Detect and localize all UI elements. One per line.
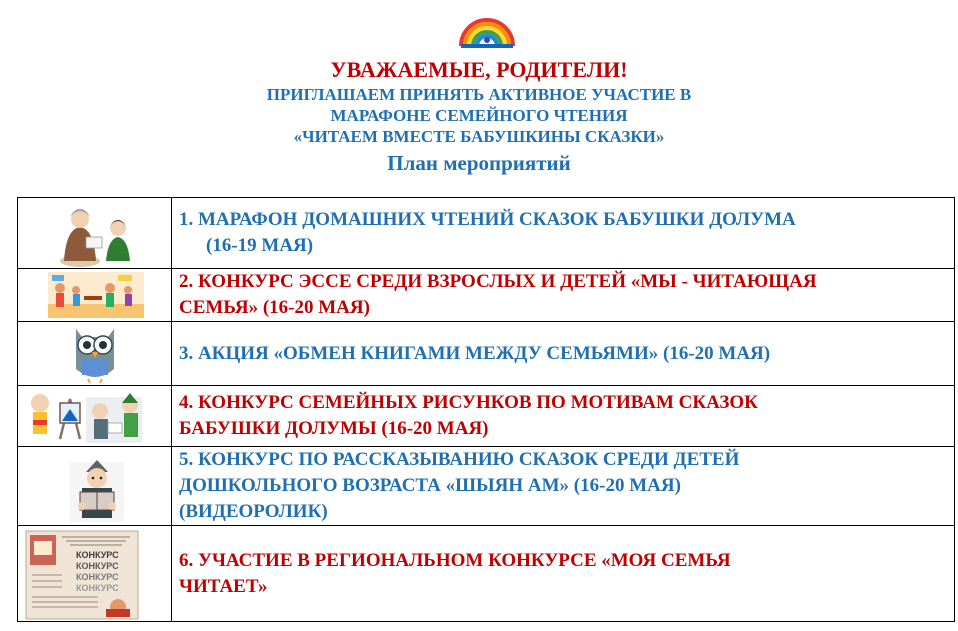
table-row [18, 526, 955, 622]
event-line: 4. КОНКУРС СЕМЕЙНЫХ РИСУНКОВ ПО МОТИВАМ СКАЗОК [179, 392, 758, 413]
greeting-title: УВАЖАЕМЫЕ, РОДИТЕЛИ! [330, 57, 628, 82]
event-line: 2. КОНКУРС ЭССЕ СРЕДИ ВЗРОСЛЫХ И ДЕТЕЙ «МЫ - ЧИТАЮЩАЯ [179, 271, 817, 292]
event-line: БАБУШКИ ДОЛУМЫ (16-20 МАЯ) [179, 418, 489, 439]
child-with-book-icon [18, 448, 171, 524]
table-row [18, 447, 955, 526]
invitation-line: «ЧИТАЕМ ВМЕСТЕ БАБУШКИНЫ СКАЗКИ» [293, 127, 665, 146]
event-text-cell [172, 198, 955, 269]
table-row [18, 198, 955, 269]
event-image-cell [18, 198, 172, 269]
grandmother-reading-icon [18, 199, 171, 268]
children-drawing-icon [18, 387, 171, 446]
family-reading-icon [18, 270, 171, 320]
event-image-cell [18, 269, 172, 322]
event-text-cell [172, 526, 955, 622]
event-line: 1. МАРАФОН ДОМАШНИХ ЧТЕНИЙ СКАЗОК БАБУШКИ ДОЛУМА [179, 209, 796, 230]
event-image-cell [18, 386, 172, 447]
event-image-cell [18, 526, 172, 622]
poster-word: КОНКУРС [76, 582, 119, 593]
event-line: (ВИДЕОРОЛИК) [179, 501, 328, 522]
event-text-cell [172, 269, 955, 322]
invitation-line: ПРИГЛАШАЕМ ПРИНЯТЬ АКТИВНОЕ УЧАСТИЕ В [266, 85, 692, 104]
event-line: 3. АКЦИЯ «ОБМЕН КНИГАМИ МЕЖДУ СЕМЬЯМИ» (16-20 МАЯ) [179, 342, 771, 364]
table-row [18, 386, 955, 447]
event-image-cell [18, 447, 172, 526]
events-table [17, 197, 955, 622]
contest-poster-icon [18, 527, 171, 621]
poster-word: КОНКУРС [76, 560, 119, 571]
table-row [18, 322, 955, 386]
plan-title: План мероприятий [387, 151, 571, 175]
poster-word: КОНКУРС [76, 549, 119, 560]
poster-word: КОНКУРС [76, 571, 119, 582]
event-image-cell [18, 322, 172, 386]
event-line: (16-19 МАЯ) [206, 235, 314, 256]
invitation-text [0, 84, 958, 147]
invitation-line: МАРАФОНЕ СЕМЕЙНОГО ЧТЕНИЯ [330, 106, 628, 125]
table-row [18, 269, 955, 322]
event-text-cell [172, 386, 955, 447]
event-line: СЕМЬЯ» (16-20 МАЯ) [179, 297, 370, 318]
event-line: 6. УЧАСТИЕ В РЕГИОНАЛЬНОМ КОНКУРСЕ «МОЯ СЕМЬЯ [179, 549, 731, 571]
rainbow-logo-icon [457, 6, 517, 48]
event-line: ЧИТАЕТ» [179, 575, 268, 597]
event-text-cell [172, 447, 955, 526]
event-text-cell [172, 322, 955, 386]
event-line: ДОШКОЛЬНОГО ВОЗРАСТА «ШЫЯН АМ» (16-20 МАЯ) [179, 475, 681, 496]
owl-icon [18, 323, 171, 385]
event-line: 5. КОНКУРС ПО РАССКАЗЫВАНИЮ СКАЗОК СРЕДИ ДЕТЕЙ [179, 449, 740, 470]
